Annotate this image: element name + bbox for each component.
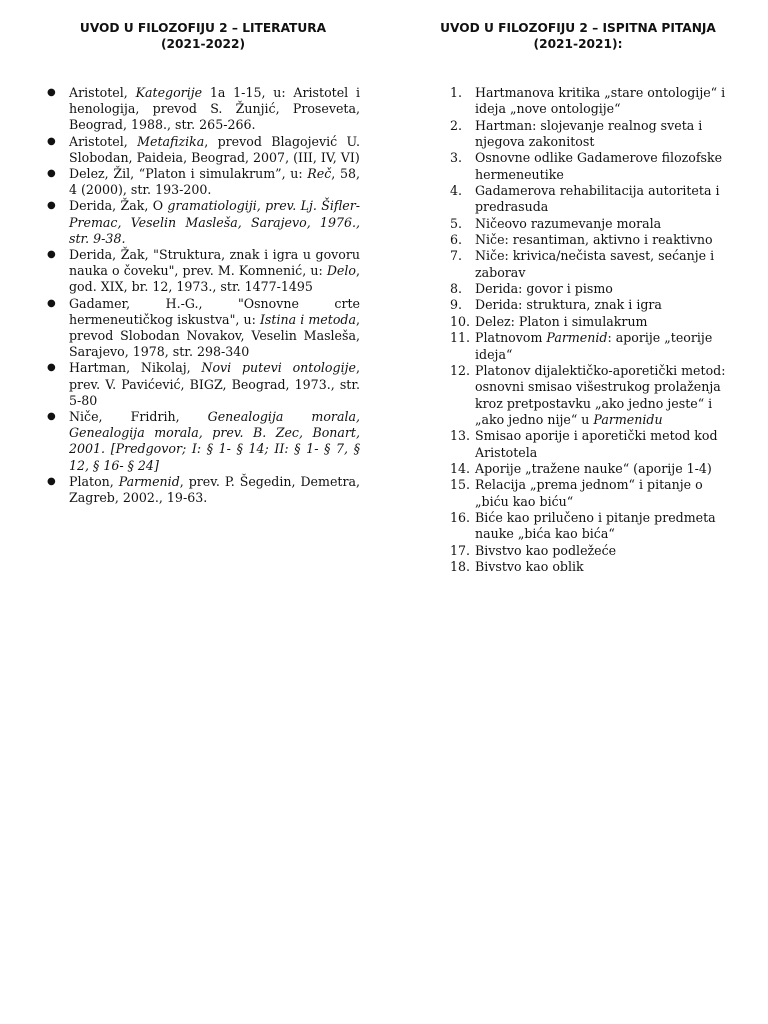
exam-question: 3. Osnovne odlike Gadamerove filozofske hermeneutike — [450, 150, 723, 182]
exam-question: 11. Platnovom Parmenid: aporije „teorije ideja“ — [450, 330, 713, 362]
literature-item: ● Gadamer, H.-G., "Osnovne crte hermeneutičkog iskustva", u: Istina i metoda, prevod Slobodan Novakov, Veselin Masleša, Sarajevo, 1978, str. 298-340 — [46, 296, 360, 361]
literature-item: ● Hartman, Nikolaj, Novi putevi ontologije, prev. V. Pavićević, BIGZ, Beograd, 1973., str. 5-80 — [46, 360, 360, 409]
literature-item: ● Aristotel, Metafizika, prevod Blagojević U. Slobodan, Paideia, Beograd, 2007, (III, IV, VI) — [46, 134, 360, 166]
literature-list — [46, 85, 360, 506]
exam-question: 2. Hartman: slojevanje realnog sveta i njegova zakonitost — [450, 117, 703, 150]
literature-item: ● Niče, Fridrih, Genealogija morala, Genealogija morala, prev. B. Zec, Bonart, 2001. [Predgovor; I: § 1- § 14; II: § 1- § 7, § 12, § 16- § 24] — [46, 409, 360, 474]
literature-item: ● Platon, Parmenid, prev. P. Šegedin, Demetra, Zagreb, 2002., 19-63. — [46, 474, 360, 506]
exam-question: 5. Ničeovo razumevanje morala — [450, 215, 662, 231]
exam-question: 1. Hartmanova kritika „stare ontologije“ i ideja „nove ontologije“ — [450, 85, 726, 117]
exam-question: 9. Derida: struktura, znak i igra — [450, 297, 662, 313]
exam-years: (2021-2021): — [533, 37, 623, 51]
exam-questions-column — [426, 20, 730, 575]
literature-item: ● Delez, Žil, “Platon i simulakrum”, u: Reč, 58, 4 (2000), str. 193-200. — [46, 166, 360, 198]
exam-question: 7. Niče: krivica/nečista savest, sećanje i zaborav — [450, 248, 715, 280]
exam-title: UVOD U FILOZOFIJU 2 – ISPITNA PITANJA — [440, 21, 716, 35]
exam-question: 16. Biće kao prilučeno i pitanje predmeta nauke „bića kao bića“ — [450, 509, 716, 542]
exam-question: 13. Smisao aporije i aporetički metod kod Aristotela — [450, 428, 718, 460]
exam-question: 6. Niče: resantiman, aktivno i reaktivno — [450, 232, 713, 248]
exam-question: 12. Platonov dijalektičko-aporetički metod: osnovni smisao višestrukog prolaženja kroz pretpostavku „ako jedno jeste“ i „ako jedno nije“ u Parmenidu — [450, 362, 726, 427]
literature-item: ● Derida, Žak, "Struktura, znak i igra u govoru nauka o čoveku", prev. M. Komnenić, u: Delo, god. XIX, br. 12, 1973., str. 1477-1495 — [46, 247, 360, 296]
exam-question-list — [426, 85, 730, 575]
literature-years: (2021-2022) — [160, 37, 246, 51]
exam-question: 8. Derida: govor i pismo — [450, 281, 613, 297]
literature-heading — [46, 20, 360, 52]
literature-title: UVOD U FILOZOFIJU 2 – LITERATURA — [79, 21, 327, 35]
exam-question: 18. Bivstvo kao oblik — [450, 558, 584, 574]
exam-question: 14. Aporije „tražene nauke“ (aporije 1-4) — [450, 460, 712, 476]
exam-heading — [426, 20, 730, 52]
exam-question: 10. Delez: Platon i simulakrum — [450, 313, 648, 329]
literature-item: ● Derida, Žak, O gramatiologiji, prev. Lj. Šifler-Premac, Veselin Masleša, Sarajevo, 1976., str. 9-38. — [46, 198, 360, 247]
literature-item: ● Aristotel, Kategorije 1a 1-15, u: Aristotel i henologija, prevod S. Žunjić, Proseveta, Beograd, 1988., str. 265-266. — [46, 85, 360, 134]
exam-question: 15. Relacija „prema jednom“ i pitanje o „biću kao biću“ — [450, 477, 703, 509]
exam-question: 17. Bivstvo kao podležeće — [450, 542, 617, 558]
exam-question: 4. Gadamerova rehabilitacija autoriteta i predrasuda — [450, 183, 720, 215]
literature-column — [46, 20, 360, 506]
